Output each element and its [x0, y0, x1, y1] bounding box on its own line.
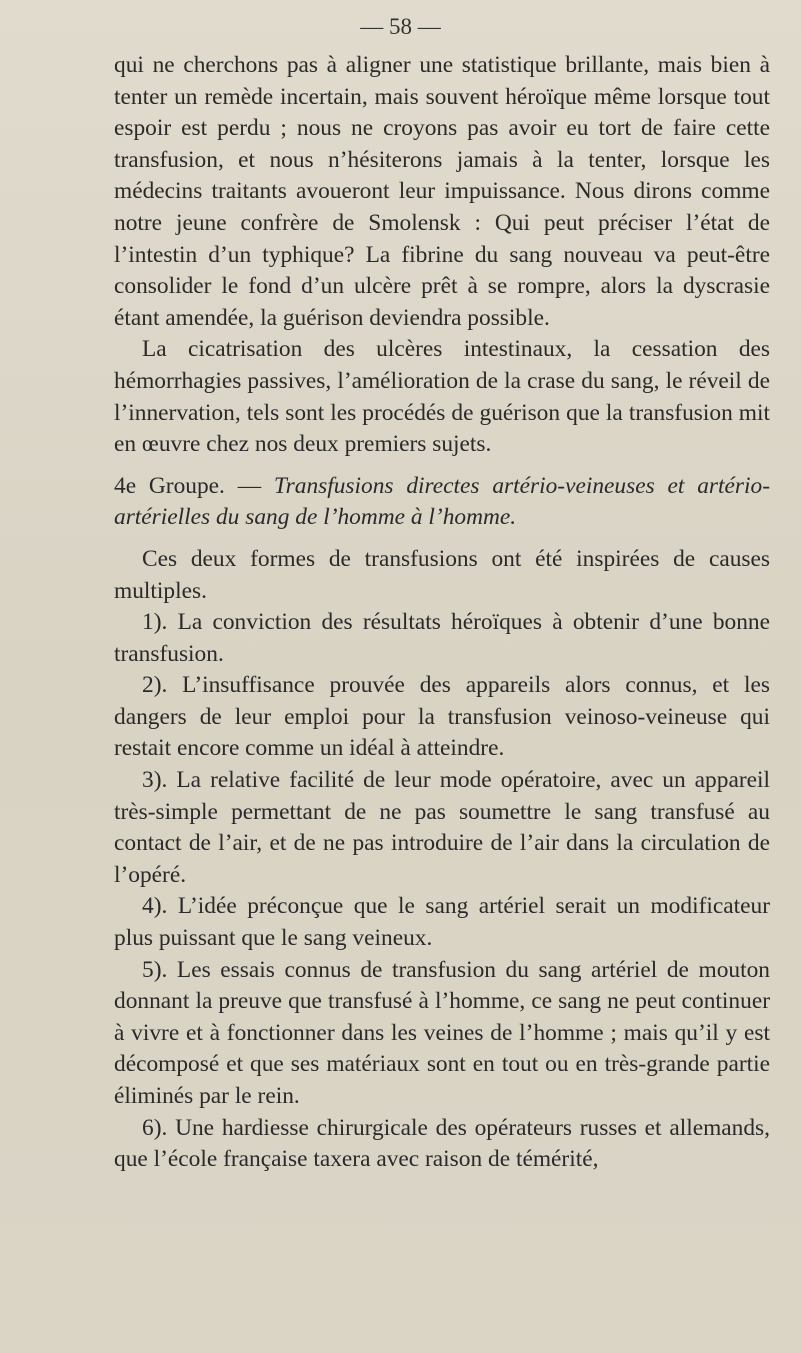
list-item: 3). La relative facilité de leur mode opératoire, avec un appareil très-simple permettant de ne pas soumettre le sang transfusé au contact de l’air, et de ne pas introduire de l’air dans la circulation de l’opéré.	[114, 767, 770, 888]
paragraph: Ces deux formes de transfusions ont été inspirées de causes multiples.	[114, 545, 770, 604]
page-number: — 58 —	[360, 14, 441, 39]
list-item: 2). L’insuffisance prouvée des appareils alors connus, et les dangers de leur emploi pour la transfusion veinoso-veineuse qui restait encore comme un idéal à atteindre.	[114, 672, 770, 762]
list-item: 6). Une hardiesse chirurgicale des opérateurs russes et allemands, que l’école française taxera avec raison de témérité,	[114, 1114, 770, 1173]
list-item: 1). La conviction des résultats héroïques à obtenir d’une bonne transfusion.	[114, 609, 770, 667]
paragraph: qui ne cherchons pas à aligner une statistique brillante, mais bien à tenter un remède incertain, mais souvent héroïque même lorsque tout espoir est perdu ; nous ne croyons pas avoir eu tort de faire cette transfusion, et nous n’hésiterons jamais à la tenter, lorsque les médecins traitants avoueront leur impuissance. Nous dirons comme notre jeune confrère de Smolensk : Qui peut préciser l’état de l’intestin d’un typhique? La fibrine du sang nouveau va peut-être consolider le fond d’un ulcère prêt à se rompre, alors la dyscrasie étant amendée, la guérison deviendra possible.	[114, 52, 770, 331]
section-heading-title: Transfusions directes artério-veineuses et artério-artérielles du sang de l’homme à l’homme.	[114, 472, 770, 531]
list-item: 4). L’idée préconçue que le sang artériel serait un modificateur plus puissant que le sang veineux.	[114, 893, 770, 952]
list-item: 5). Les essais connus de transfusion du sang artériel de mouton donnant la preuve que transfusé à l’homme, ce sang ne peut continuer à vivre et à fonctionner dans les veines de l’homme ; mais qu’il y est décomposé et que ses matériaux sont en tout ou en très-grande partie éliminés par le rein.	[114, 956, 770, 1109]
section-heading	[114, 471, 770, 534]
section-heading-label: 4e Groupe. —	[114, 472, 262, 499]
paragraph: La cicatrisation des ulcères intestinaux, la cessation des hémorrhagies passives, l’amélioration de la crase du sang, le réveil de l’innervation, tels sont les procédés de guérison que la transfusion mit en œuvre chez nos deux premiers sujets.	[114, 336, 770, 458]
body-text	[114, 50, 770, 1176]
